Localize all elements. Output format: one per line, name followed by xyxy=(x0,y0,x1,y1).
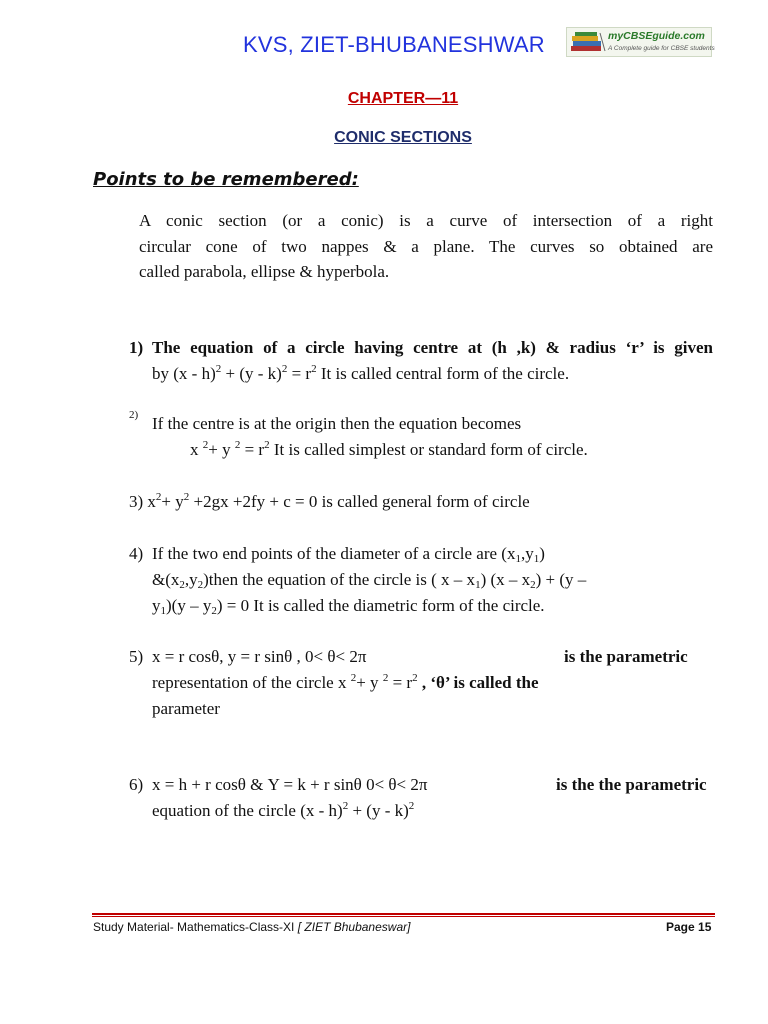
point-number: 3) xyxy=(129,492,144,511)
intro-line: A conic section (or a conic) is a curve of intersection of a right xyxy=(139,211,713,230)
topic-heading: CONIC SECTIONS xyxy=(334,129,472,146)
point-5-line-1b: is the parametric xyxy=(564,647,688,666)
point-2-line-2: x $^2$+ y $^2 = r^2$ It is called simplest or standard form of circle. xyxy=(190,439,588,459)
point-1-line-1: The equation of a circle having centre at (h ,k) & radius ‘r’ is given xyxy=(152,338,713,357)
point-5-line-3: parameter xyxy=(152,699,220,718)
point-number: 6) xyxy=(129,775,144,794)
page-number: Page 15 xyxy=(666,920,712,934)
point-number: 5) xyxy=(129,647,144,666)
point-5-line-2: representation of the circle x $^2$+ y $^2 = r^2$ , ‘θ’ is called the xyxy=(152,672,539,692)
logo-name: myCBSEguide.com xyxy=(608,30,705,42)
intro-line: circular cone of two nappes & a plane. The curves so obtained are xyxy=(139,236,713,256)
point-2-line-1: If the centre is at the origin then the equation becomes xyxy=(152,414,522,433)
logo-tagline: A Complete guide for CBSE students xyxy=(608,45,715,52)
point-3: 3) $x^2+ y^2 +2gx +2fy + c = 0$ is called general form of circle xyxy=(129,491,530,511)
footer-rule xyxy=(92,913,715,915)
point-6-line-1a: x = h + r cosθ & Y = k + r sinθ 0< θ< 2π xyxy=(152,775,428,794)
page-header-title: KVS, ZIET-BHUBANESHWAR xyxy=(243,32,545,57)
footer-rule-thin xyxy=(92,916,715,917)
intro-paragraph xyxy=(139,208,713,285)
point-5-line-1a: x = r cosθ, y = r sinθ , 0< θ< 2π xyxy=(152,647,367,666)
point-4-line-1: If the two end points of the diameter of a circle are $(x_1,y_1)$ xyxy=(152,544,545,565)
section-heading: Points to be remembered: xyxy=(93,169,359,190)
point-4-line-2: $\&(x_2,y_2)then$ the equation of the circle is ( x – $x_1$) $(x - x_2) + (y$ – xyxy=(152,570,587,591)
point-6-line-2: equation of the circle (x - h)$^2$ + (y - k)$^2$ xyxy=(152,800,415,820)
point-1-line-2: by $(x - h)^2 + (y - k)^2 = r^2$ It is called central form of the circle. xyxy=(152,363,570,383)
point-number: 1) xyxy=(129,338,144,357)
point-number: 2) xyxy=(129,409,139,421)
books-icon xyxy=(570,31,606,53)
point-4-line-3: $y_1)(y - y_2) = 0$ It is called the diametric form of the circle. xyxy=(152,596,545,617)
chapter-heading: CHAPTER—11 xyxy=(347,90,459,107)
mycbseguide-logo xyxy=(566,27,715,57)
intro-line: called parabola, ellipse & hyperbola. xyxy=(139,262,390,281)
footer-study-material: Study Material- Mathematics-Class-XI [ ZIET Bhubaneswar] xyxy=(93,920,411,934)
point-6-line-1b: is the the parametric xyxy=(556,775,707,794)
point-number: 4) xyxy=(129,544,144,563)
